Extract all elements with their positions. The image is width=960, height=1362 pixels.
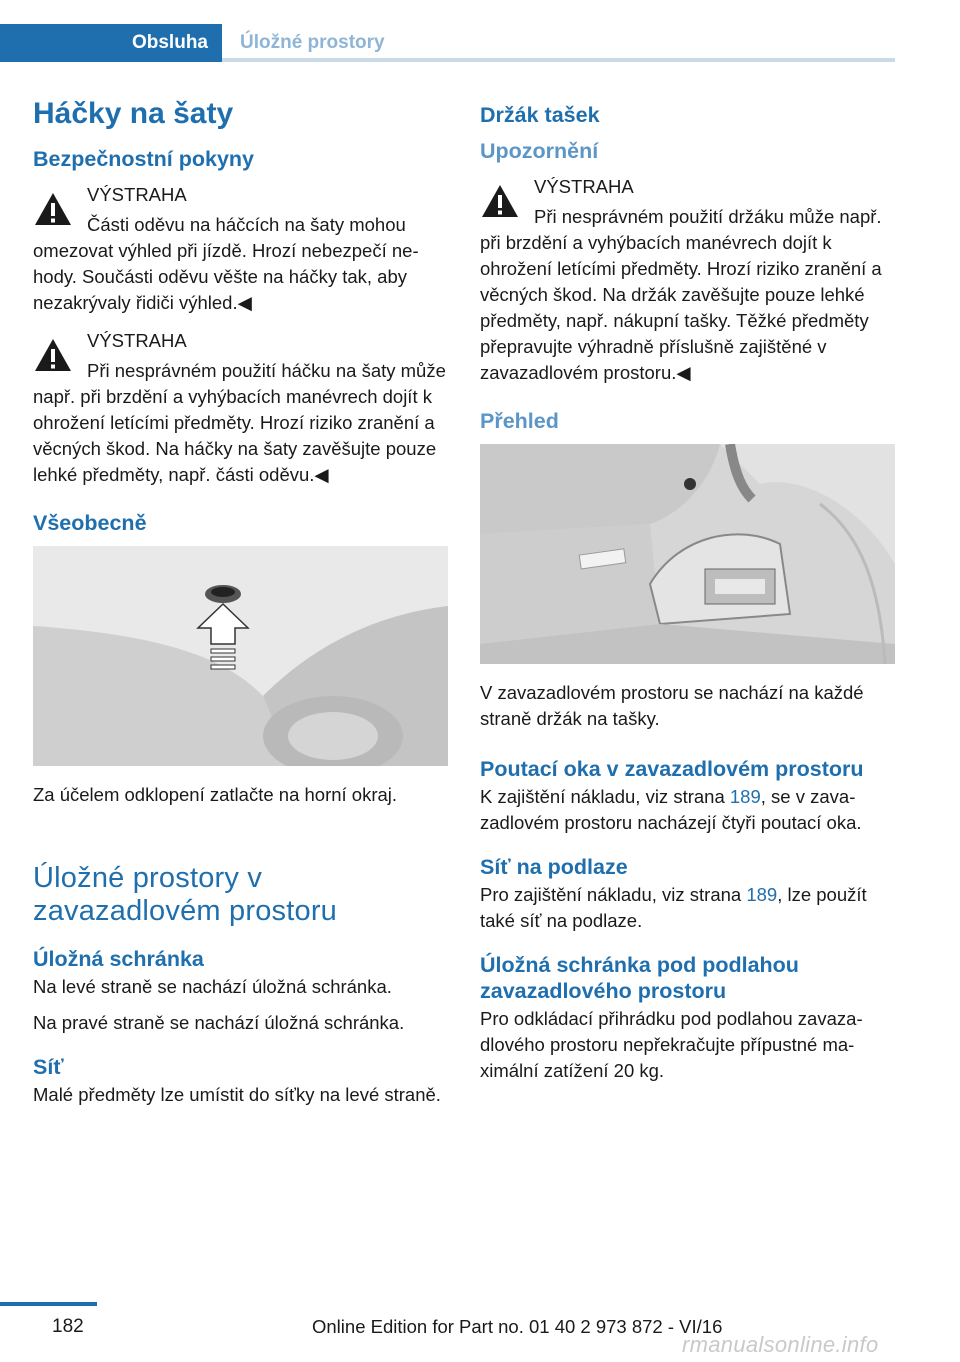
warning-1-text: Části oděvu na háčcích na šaty mohou omezovat výhled při jízdě. Hrozí nebezpečí nehody. Součásti oděvu věšte na háčky tak, aby nezakrývaly řidiči výhled.◀ [33,214,419,313]
floor-net-text-before: Pro zajištění nákladu, viz strana [480,884,747,905]
tab-obsluha[interactable]: Obsluha [0,24,222,62]
floor-net-text [480,882,895,934]
warning-1-title: VÝSTRAHA [87,184,187,205]
right-column [480,96,895,1094]
tie-down-text [480,784,895,836]
heading-safety: Bezpečnostní pokyny [33,147,255,171]
section-title-hacky: Háčky na šaty [33,97,234,130]
heading-net: Síť [33,1055,64,1079]
left-column [33,96,448,1118]
heading-general: Všeobecně [33,511,147,535]
warning-block-3 [480,174,895,386]
warning-3-title: VÝSTRAHA [534,176,634,197]
image-2-caption: V zavazadlovém prostoru se nachází na každé straně držák na tašky. [480,682,864,729]
storage-text-right: Na pravé straně se nachází úložná schránka. [33,1012,405,1033]
tie-page-link[interactable]: 189 [729,786,761,807]
underfloor-text: Pro odkládací přihrádku pod podlahou zavazadlového prostoru nepřekračujte přípustné maximální zatížení 20 kg. [480,1008,863,1081]
section-title-storage: Úložné prostory v zavazadlovém prostoru [33,862,338,927]
warning-triangle-icon [480,182,520,220]
heading-notice: Upozornění [480,139,599,163]
warning-triangle-icon [33,336,73,374]
trunk-overview-image [480,444,895,664]
net-text: Malé předměty lze umístit do síťky na levé straně. [33,1084,441,1105]
tie-text-after: , se v zavazadlovém prostoru nacházejí čtyři poutací oka. [480,786,862,833]
heading-bag-holder: Držák tašek [480,103,600,127]
heading-floor-net: Síť na podlaze [480,855,628,879]
footer-divider [0,1302,97,1306]
watermark: rmanualsonline.info [682,1332,879,1357]
heading-tie-down: Poutací oka v zavazadlovém prostoru [480,757,864,781]
heading-storage-box: Úložná schránka [33,947,204,971]
page-header [0,0,895,62]
edition-note: Online Edition for Part no. 01 40 2 973 872 - VI/16 [312,1316,723,1337]
warning-triangle-icon [33,190,73,228]
page-number: 182 [52,1316,84,1337]
warning-3-text: Při nesprávném použití držáku může např. při brzdění a vyhýbacích manévrech dojít k ohrožení letícími předměty. Hrozí riziko zranění a věcných škod. Na držák zavěšujte pouze lehké předměty, např. nákupní tašky. Těžké předměty přepravujte výhradně příslušně zajištěné v zavazadlovém prostoru.◀ [480,206,882,383]
image-1-caption: Za účelem odklopení zatlačte na horní okraj. [33,784,398,805]
warning-block-1 [33,182,448,316]
tie-text-before: K zajištění nákladu, viz strana [480,786,730,807]
warning-2-text: Při nesprávném použití háčku na šaty může např. při brzdění a vyhýbacích manévrech dojít k ohrožení letícími předměty. Hrozí riziko zranění a věcných škod. Na háčky na šaty zavěšujte pouze lehké předměty, např. části oděvu.◀ [33,360,446,485]
warning-2-title: VÝSTRAHA [87,330,187,351]
tab-ulozne-prostory[interactable]: Úložné prostory [240,32,385,53]
floor-net-text-after: , lze použít také síť na podlaze. [480,884,867,931]
storage-text-left: Na levé straně se nachází úložná schránka. [33,976,392,997]
floor-net-page-link[interactable]: 189 [746,884,778,905]
coat-hook-image [33,546,448,766]
heading-underfloor: Úložná schránka pod podlahou zavazadlového prostoru [480,953,799,1003]
warning-block-2 [33,328,448,488]
heading-overview: Přehled [480,409,559,433]
